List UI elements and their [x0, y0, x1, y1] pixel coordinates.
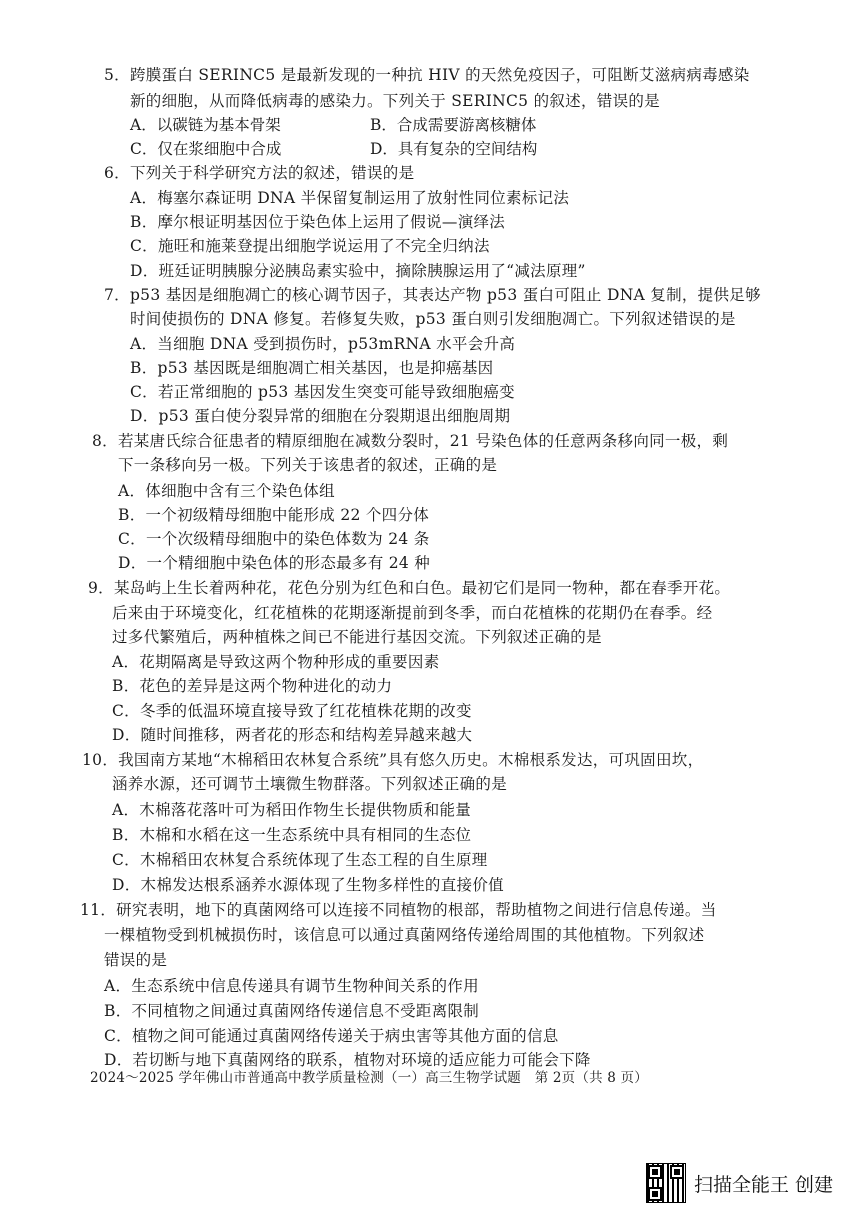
- question-5-option-a: A．以碳链为基本骨架: [130, 116, 281, 134]
- question-7-option-d: D．p53 蛋白使分裂异常的细胞在分裂期退出细胞周期: [130, 407, 511, 425]
- question-10-stem-line-1: 10．我国南方某地“木棉稻田农林复合系统”具有悠久历史。木棉根系发达，可巩固田坎，: [82, 751, 704, 769]
- question-10-stem-line-2: 涵养水源，还可调节土壤微生物群落。下列叙述正确的是: [112, 775, 508, 793]
- question-5-option-c: C．仅在浆细胞中合成: [130, 140, 282, 158]
- scanner-label: 扫描全能王 创建: [694, 1173, 834, 1196]
- question-5-stem-line-1: 5．跨膜蛋白 SERINC5 是最新发现的一种抗 HIV 的天然免疫因子，可阻断艾滋病病毒感染: [104, 66, 750, 84]
- question-5-option-d: D．具有复杂的空间结构: [370, 140, 538, 158]
- question-6-option-c: C．施旺和施莱登提出细胞学说运用了不完全归纳法: [130, 237, 490, 255]
- question-8-option-d: D．一个精细胞中染色体的形态最多有 24 种: [118, 554, 431, 572]
- question-9-option-d: D．随时间推移，两者花的形态和结构差异越来越大: [112, 726, 473, 744]
- question-8-option-c: C．一个次级精母细胞中的染色体数为 24 条: [118, 530, 430, 548]
- question-10-option-d: D．木棉发达根系涵养水源体现了生物多样性的直接价值: [112, 876, 504, 894]
- question-9-stem-line-2: 后来由于环境变化，红花植株的花期逐渐提前到冬季，而白花植株的花期仍在春季。经: [112, 604, 713, 622]
- question-8-stem-line-2: 下一条移向另一极。下列关于该患者的叙述，正确的是: [118, 456, 498, 474]
- question-9-stem-line-1: 9．某岛屿上生长着两种花，花色分别为红色和白色。最初它们是同一物种，都在春季开花。: [88, 579, 731, 597]
- question-9-stem-line-3: 过多代繁殖后，两种植株之间已不能进行基因交流。下列叙述正确的是: [112, 628, 602, 646]
- question-11-stem-line-2: 一棵植物受到机械损伤时，该信息可以通过真菌网络传递给周围的其他植物。下列叙述: [104, 926, 705, 944]
- question-9-option-a: A．花期隔离是导致这两个物种形成的重要因素: [112, 653, 440, 671]
- question-7-stem-line-1: 7．p53 基因是细胞凋亡的核心调节因子，其表达产物 p53 蛋白可阻止 DNA 复制，提供足够: [104, 286, 761, 304]
- question-8-option-b: B．一个初级精母细胞中能形成 22 个四分体: [118, 506, 430, 524]
- question-6-stem-line-1: 6．下列关于科学研究方法的叙述，错误的是: [104, 164, 415, 182]
- question-8-option-a: A．体细胞中含有三个染色体组: [118, 482, 335, 500]
- question-10-option-c: C．木棉稻田农林复合系统体现了生态工程的自生原理: [112, 851, 488, 869]
- question-5-option-b: B．合成需要游离核糖体: [370, 116, 537, 134]
- scanner-watermark: [646, 1162, 833, 1204]
- question-7-option-c: C．若正常细胞的 p53 基因发生突变可能导致细胞癌变: [130, 383, 515, 401]
- question-6-option-d: D．班廷证明胰腺分泌胰岛素实验中，摘除胰腺运用了“减法原理”: [130, 262, 586, 280]
- question-6-option-b: B．摩尔根证明基因位于染色体上运用了假说—演绎法: [130, 213, 506, 231]
- question-8-stem-line-1: 8．若某唐氏综合征患者的精原细胞在减数分裂时，21 号染色体的任意两条移向同一极，剩: [92, 432, 729, 450]
- question-11-stem-line-3: 错误的是: [104, 951, 168, 969]
- question-5-stem-line-2: 新的细胞，从而降低病毒的感染力。下列关于 SERINC5 的叙述，错误的是: [130, 92, 660, 110]
- page-footer: 2024～2025 学年佛山市普通高中教学质量检测（一）高三生物学试题 第 2页（共 8 页）: [90, 1070, 648, 1086]
- question-11-option-d: D．若切断与地下真菌网络的联系，植物对环境的适应能力可能会下降: [104, 1051, 591, 1069]
- question-11-option-b: B．不同植物之间通过真菌网络传递信息不受距离限制: [104, 1002, 480, 1020]
- question-7-option-b: B．p53 基因既是细胞凋亡相关基因，也是抑癌基因: [130, 359, 494, 377]
- question-11-option-c: C．植物之间可能通过真菌网络传递关于病虫害等其他方面的信息: [104, 1027, 559, 1045]
- qr-code-icon: [646, 1163, 686, 1203]
- question-9-option-c: C．冬季的低温环境直接导致了红花植株花期的改变: [112, 702, 472, 720]
- question-6-option-a: A．梅塞尔森证明 DNA 半保留复制运用了放射性同位素标记法: [130, 189, 570, 207]
- question-7-stem-line-2: 时间使损伤的 DNA 修复。若修复失败，p53 蛋白则引发细胞凋亡。下列叙述错误的是: [130, 310, 736, 328]
- question-10-option-b: B．木棉和水稻在这一生态系统中具有相同的生态位: [112, 826, 472, 844]
- question-7-option-a: A．当细胞 DNA 受到损伤时，p53mRNA 水平会升高: [130, 335, 516, 353]
- question-11-stem-line-1: 11．研究表明，地下的真菌网络可以连接不同植物的根部，帮助植物之间进行信息传递。当: [80, 901, 717, 919]
- question-11-option-a: A．生态系统中信息传递具有调节生物种间关系的作用: [104, 977, 479, 995]
- question-10-option-a: A．木棉落花落叶可为稻田作物生长提供物质和能量: [112, 801, 472, 819]
- question-9-option-b: B．花色的差异是这两个物种进化的动力: [112, 677, 393, 695]
